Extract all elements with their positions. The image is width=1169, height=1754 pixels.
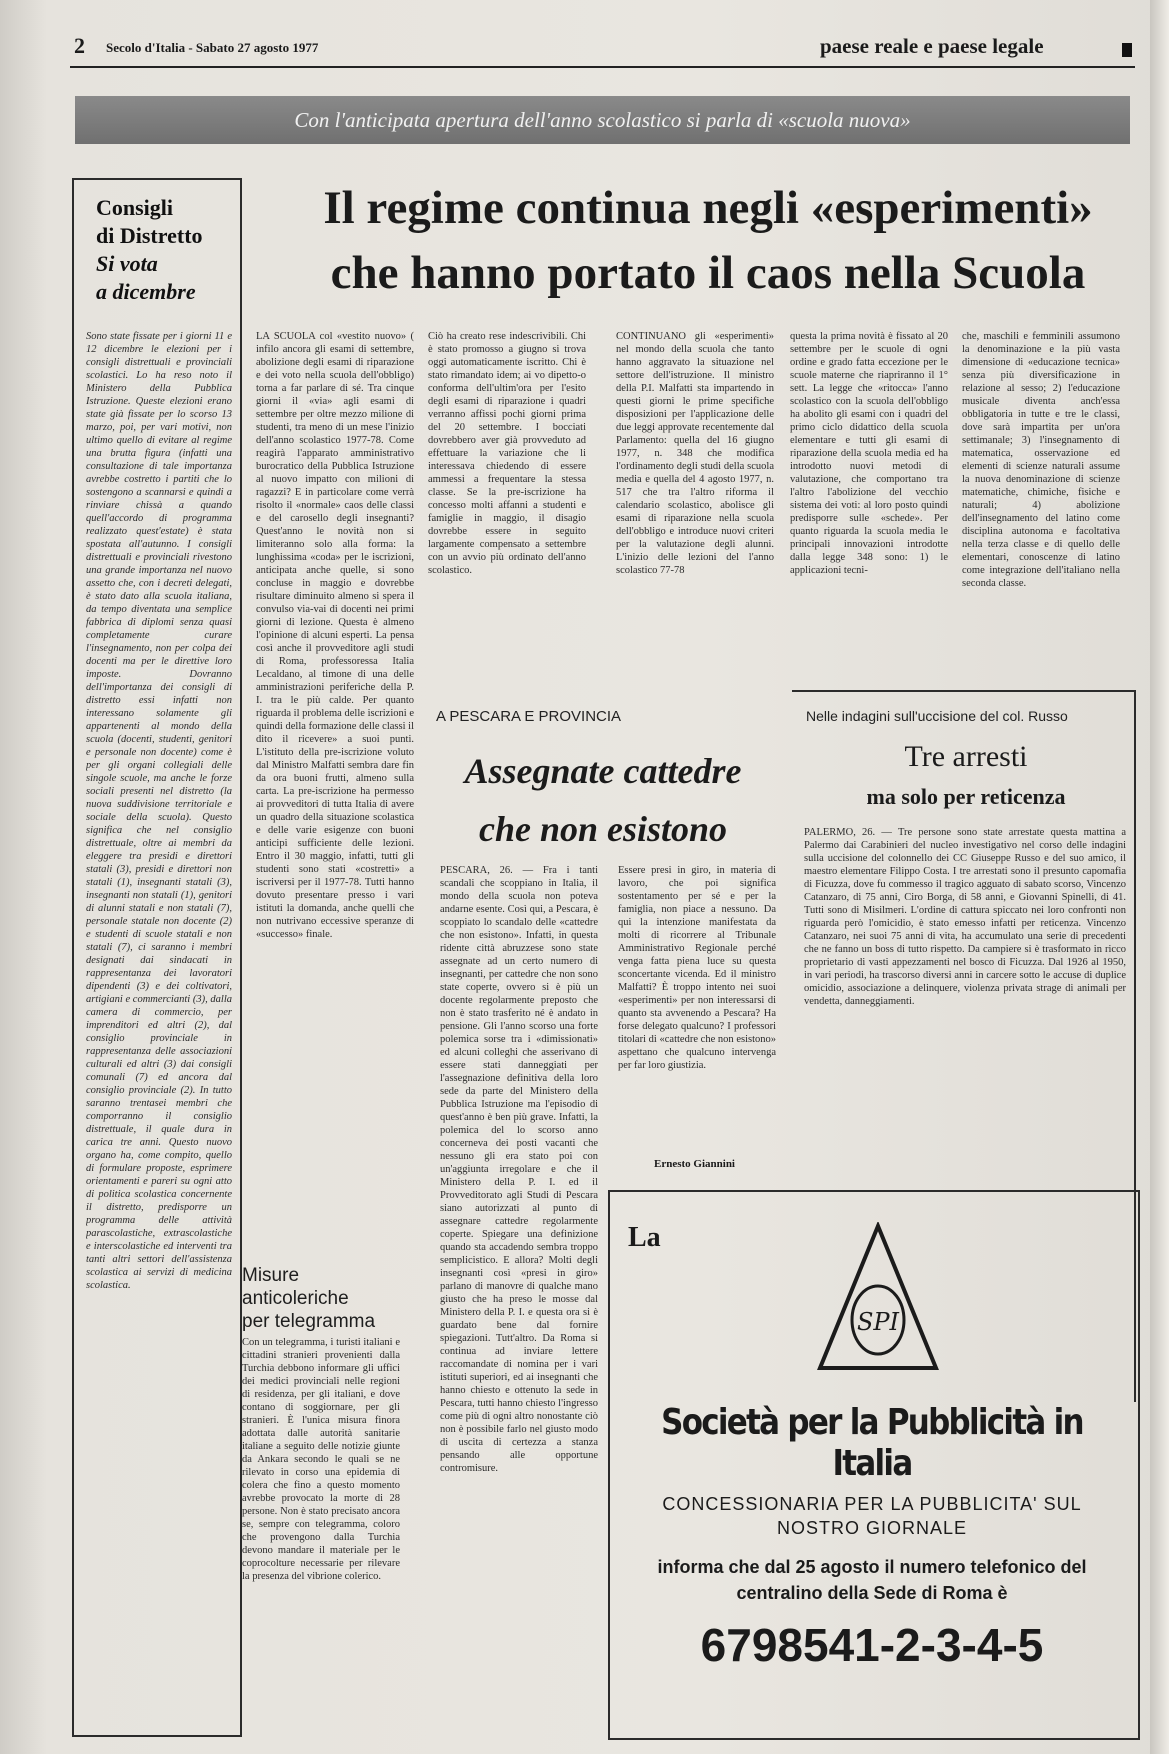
misure-headline-line3: per telegramma [242, 1311, 376, 1332]
main-article-col2: Ciò ha creato rese indescrivibili. Chi è stato promosso a giugno si trova oggi automaticamente iscritto. Chi è stato rimandato idem; ai vo dipetto-o conforma dell'ultim'ora per l'esito degli esami di riparazione i quadri verranno affissi pochi giorni prima del 20 settembre. I bocciati dovrebbero aver già provveduto ad effettuare la variazione che li interessava chiedendo di essere ammessi a frequentare la stessa classe. Se la pre-iscrizione ha concesso molti affanni a studenti e famiglie in maggio, il disagio dovrebbe essere in seguito largamente compensato a settembre con un avvio più ordinato dell'anno scolastico. [428, 331, 586, 576]
pescara-headline-line1: Assegnate cattedre [464, 751, 742, 791]
pescara-col2: Essere presi in giro, in materia di lavoro, che poi significa sostentamento per sé e per la famiglia, non piace a nessuno. Da qui la intenzione manifestata da molti di ricorrere al Tribunale Amministrativo Regionale perché venga fatta piena luce su questa sconcertante vicenda. Ed il ministro Malfatti? È troppo intento nei suoi «esperimenti» per non interessarsi di quanto sta avvenendo a Pescara? Ha forse delegato qualcuno? I professori titolari di «cattedre che non esistono» aspettano che qualcuno intervenga per far loro giustizia. [618, 865, 776, 1071]
ad-concession-line2: NOSTRO GIORNALE [776, 1518, 968, 1538]
ad-concession-line1: CONCESSIONARIA PER LA PUBBLICITA' SUL [662, 1494, 1082, 1514]
pescara-col1: PESCARA, 26. — Fra i tanti scandali che scoppiano in Italia, il mondo della scuola non poteva andarne esente. Così qui, a Pescara, è scoppiato lo scandalo delle «cattedre che non esistono». Infatti, in questa ridente città abruzzese sono state assegnate ad un certo numero di insegnanti, per cattedre che non sono state coperte, ovvero si è più un docente regolarmente preposto che non è stato trasferito né è andato in pensione. Gli l'anno scorso una forte polemica sorse tra i «dimissionati» ed alcuni colleghi che asserivano di essere stati danneggiati per l'assegnazione definitiva della loro sede da parte del Ministero della Pubblica Istruzione ma l'episodio di quest'anno è ben più grave. Infatti, la polemica del lo scorso anno concerneva dei posti vacanti che nessuno gli era stato poi con un'aggiunta irregolare e che il Ministero della P. I. ed il Provveditorato agli Studi di Pescara siano autorizzati al punto di assegnare cattedre regolarmente coperte. Spiegare una definizione quando sta accadendo sembra troppo semplicistico. E allora? Molti degli insegnanti così «presi in giro» parlano di manovre di qualche mano giusto che ha preso le mosse dal Ministero della P. I. e questa ora si è guardato bene dal fornire spiegazioni. Tutt'altro. Da Roma si continua ad inviare lettere raccomandate di nomina per i vari istituti superiori, ed ai insegnanti che hanno chiesto e ottenuto la sede in Pescara, tutti hanno chiesto l'ingresso come più di ogni altro nonostante ciò non è possibile farlo nel giusto modo di uscita di certezza a stanza pensando alle opportune contromisure. [440, 865, 598, 1474]
main-article-col4: questa la prima novità è fissato al 20 settembre per le scuole di ogni ordine e grado fatta eccezione per le scuole materne che riapriranno il 1° sett. La legge che «ritocca» l'anno scolastico con la scuola dell'obbligo ha abolito gli esami con i quadri del primo ciclo didattico della scuola elementare e tutti gli esami di riparazione della scuola media ed ha introdotto nuovi metodi di valutazione, che comportano tra l'altro l'abolizione del vecchio sistema dei voti: al loro posto quindi predisporre sulle «schede». Per quanto riguarda la scuola media le principali innovazioni introdotte dalla legge 348 sono: 1) le applicazioni tecni- [790, 331, 948, 576]
ad-company-name: Società per la Pubblicità in Italia [661, 1402, 1083, 1484]
ad-la: La [628, 1222, 661, 1253]
main-article-col1: LA SCUOLA col «vestito nuovo» ( infilo ancora gli esami di settembre, abolizione degli esami di riparazione e dei voto nella scuola dell'obbligo) torna a far parlare di sé. Tra cinque giorni il «via» agli esami di settembre per oltre mezzo milione di studenti, tra meno di un mese l'inizio dell'anno scolastico 1977-78. Come reagirà l'apparato amministrativo burocratico della Pubblica Istruzione al nuovo impatto con milioni di ragazzi? E in particolare come verrà risolto il «normale» caos delle classi e del carosello degli insegnanti? Quest'anno le novità non si limiteranno solo alla forma: la lunghissima «coda» per le iscrizioni, anticipata anche quelle, si sono concluse in maggio e dovrebbe risultare diminuito almeno si spera il convulso via-vai di docenti nei primi giorni di lezione. Questa è almeno l'opinione di alcuni esperti. La pensa così anche il provveditore agli studi di Roma, professoressa Italia Lecaldano, al timone di una delle amministrazioni periferiche della P. I. tra le più calde. Per quanto riguarda il problema delle iscrizioni e quindi della formazione delle classi il dito il ricevere» a suoi punti. L'istituto della pre-iscrizione voluto dal Ministro Malfatti sembra dare fin da ora buoni frutti, almeno sulla carta. La pre-iscrizione ha permesso ai provveditori di tutta Italia di avere un quadro della situazione scolastica e delle varie esigenze con buoni anticipi sufficiente delle lezioni. Entro il 30 maggio, infatti, tutti gli studenti sono stati «costretti» a iscriversi per il 1977-78. Tutti hanno dovuto presentare presso i vari istituti la domanda, anche quelli che non nutrivano eccessive speranze di «successo» finale. [256, 331, 414, 940]
pescara-headline-line2: che non esistono [478, 809, 728, 849]
section-marker [1122, 43, 1132, 57]
pescara-signature: Ernesto Giannini [654, 1158, 735, 1170]
sidebar-subtitle-line1: Si vota [96, 251, 158, 276]
ad-phone-number: 6798541-2-3-4-5 [700, 1619, 1044, 1671]
ad-info [608, 1554, 1136, 1606]
page-edge [1150, 0, 1169, 1754]
russo-kicker: Nelle indagini sull'uccisione del col. Russo [806, 708, 1068, 724]
misure-body: Con un telegramma, i turisti italiani e cittadini stranieri provenienti dalla Turchia debbono informare gli uffici dei medici provinciali nelle regioni di residenza, per gli italiani, e dove contano di soggiornare, per gli stranieri. È l'unica misura finora adottata dalle autorità sanitarie italiane a seguito delle notizie giunte da Ankara secondo le quali se ne rilevato in corso una epidemia di colera che fino a questo momento avrebbe provocato la morte di 28 persone. Non è stato precisato ancora se, sempre con telegramma, coloro che provengono dalla Turchia devono mandare il materiale per le coprocolture necessarie per rilevare la presenza del vibrione colerico. [242, 1337, 400, 1582]
russo-headline-line2: ma solo per reticenza [866, 784, 1066, 809]
sidebar-title [96, 194, 236, 306]
russo-body: PALERMO, 26. — Tre persone sono state arrestate questa mattina a Palermo dai Carabinieri del nucleo investigativo nel corso delle indagini sulla uccisione del colonnello dei CC Giuseppe Russo e del suo amico, il maestro elementare Filippo Costa. I tre arrestati sono il presunto capomafia di Ficuzza, dove fu commesso il tragico agguato di sabato scorso, Vincenzo Catanzaro, di 75 anni, Ciro Borga, di 58 anni, e Giovanni Spinelli, di 41. Tutti sono di Misilmeri. L'ordine di cattura spiccato nei loro confronti non riguarda però l'omicidio, è stato emesso infatti per reticenza. Vincenzo Catanzaro, nei suoi 75 anni di vita, ha accumulato una serie di precedenti che ne fanno un boss di tutto rispetto. Da campiere si è trasformato in ricco proprietario di vasti appezzamenti nel bosco di Ficuzza. Dal 1926 al 1950, in vari periodi, ha trascorso diversi anni in carcere sotto le accuse di duplice omicidio, associazione a delinquere, violenza privata strage di animali per vendetta, danneggiamenti. [804, 827, 1126, 1007]
misure-headline [242, 1264, 402, 1333]
ad-info-line2: centralino della Sede di Roma è [736, 1583, 1008, 1603]
sidebar-subtitle-line2: a dicembre [96, 279, 196, 304]
sidebar-title-line1: Consigli [96, 195, 174, 220]
russo-headline-line1: Tre arresti [904, 740, 1028, 773]
ad-concession [608, 1492, 1136, 1540]
sidebar-title-line2: di Distretto [96, 223, 203, 248]
page-number: 2 [74, 33, 85, 58]
pescara-kicker: A PESCARA E PROVINCIA [436, 708, 622, 725]
misure-headline-line1: Misure [242, 1265, 300, 1286]
publication-date: Secolo d'Italia - Sabato 27 agosto 1977 [106, 40, 319, 55]
sidebar-body: Sono state fissate per i giorni 11 e 12 dicembre le elezioni per i consigli distrettuali e provinciali scolastici. Lo ha reso noto il Ministero della Pubblica Istruzione. Queste elezioni erano state già fissate per lo scorso 13 marzo, poi, per vari motivi, non ultimo quello di evitare al regime una brutta figura (infatti una consultazione di tale importanza avrebbe costretto i partiti che lo sostengono a scannarsi e quindi a rinviare chissà a quando quell'accordo di programma realizzato quest'estate) è stata spostata all'autunno. I consigli distrettuali e provinciali rivestono una grande importanza nel nuovo assetto che, con i decreti delegati, è stato dato alla scuola italiana, da tempo diventata una semplice fabbrica di diplomi senza quasi completamente curare l'insegnamento, non per colpa dei docenti ma per le direttive loro imposte. Dovranno dell'importanza dei consigli di distretto essi infatti non interessano solamente gli appartenenti al mondo della scuola (docenti, studenti, genitori e personale non docente) come è per gli organi collegiali delle singole scuole, ma anche le forze sociali presenti nel distretto (la nuova suddivisione territoriale e sociale della scuola). Questo significa che nel consiglio distrettuale, oltre ai membri da eleggere tra presidi e direttori statali (3), presidi e direttori non statali (1), insegnanti statali (3), insegnanti non statali (1), genitori di alunni statali e non statali (7), personale statale non docente (2) e studenti di scuole statali e non statali (7), ci saranno i membri designati dai sindacati in rappresentanza dei lavoratori dipendenti (3) e dei coltivatori, artigiani e commercianti (3), dalla camera di commercio, per imprenditori ed altri (2), dal consiglio provinciale in rappresentanza delle associazioni culturali ed altri (3) dai consigli comunali (7) ed ancora dal consiglio provinciale (2). In tutto saranno trentasei membri che comporranno il consiglio distrettuale, il quale dura in carica tre anni. Questo nuovo organo ha, come compito, quello di formulare proposte, esprimere orientamenti e pareri su ogni atto di politica scolastica concernente il distretto, predisporre un programma delle attività parascolastiche, extrascolastiche e interscolastiche ed interventi tra tanti altri settori dell'assistenza scolastica ai servizi di medicina scolastica. [86, 331, 232, 1291]
misure-headline-line2: anticoleriche [242, 1288, 349, 1309]
main-headline-line2: che hanno portato il caos nella Scuola [330, 247, 1086, 299]
ad-info-line1: informa che dal 25 agosto il numero telefonico del [657, 1557, 1087, 1577]
main-article-col3: CONTINUANO gli «esperimenti» nel mondo della scuola che tanto hanno aggravato la situazione nel settore dell'istruzione. Il ministro della P.I. Malfatti sta impartendo in questi giorni le prime specifiche disposizioni per l'applicazione delle due leggi approvate recentemente dal Parlamento: quella del 16 giugno 1977, n. 348 che modifica l'ordinamento degli studi della scuola media e quella del 4 agosto 1977, n. 517 che tra l'altro riforma il calendario scolastico, abolisce gli esami di riparazione nella scuola dell'obbligo e introduce nuovi criteri per la valutazione degli alunni. L'inizio delle lezioni del l'anno scolastico 77-78 [616, 331, 774, 576]
main-article-col5: che, maschili e femminili assumono la denominazione e la più vasta dimensione di «educazione tecnica» senza più diversificazione in relazione al sesso; 2) l'educazione musicale diventa anch'essa obbligatoria in tutte e tre le classi, dove sarà impartita per un'ora settimanale; 3) l'insegnamento di matematica, osservazione ed elementi di scienze naturali assume la nuova denominazione di scienze matematiche, chimiche, fisiche e naturali; 4) abolizione dell'insegnamento del latino come disciplina autonoma e facoltativa nella terza classe e di quello delle elementari, conoscenze di latino come integrazione dell'italiano nella seconda classe. [962, 331, 1120, 589]
section-title: paese reale e paese legale [820, 34, 1044, 58]
main-headline-line1: Il regime continua negli «esperimenti» [323, 182, 1093, 234]
topic-banner: Con l'anticipata apertura dell'anno scolastico si parla di «scuola nuova» [75, 96, 1130, 144]
header-rule [70, 66, 1135, 68]
spi-logo-text: SPI [856, 1308, 900, 1336]
spi-logo-icon [816, 1222, 940, 1372]
